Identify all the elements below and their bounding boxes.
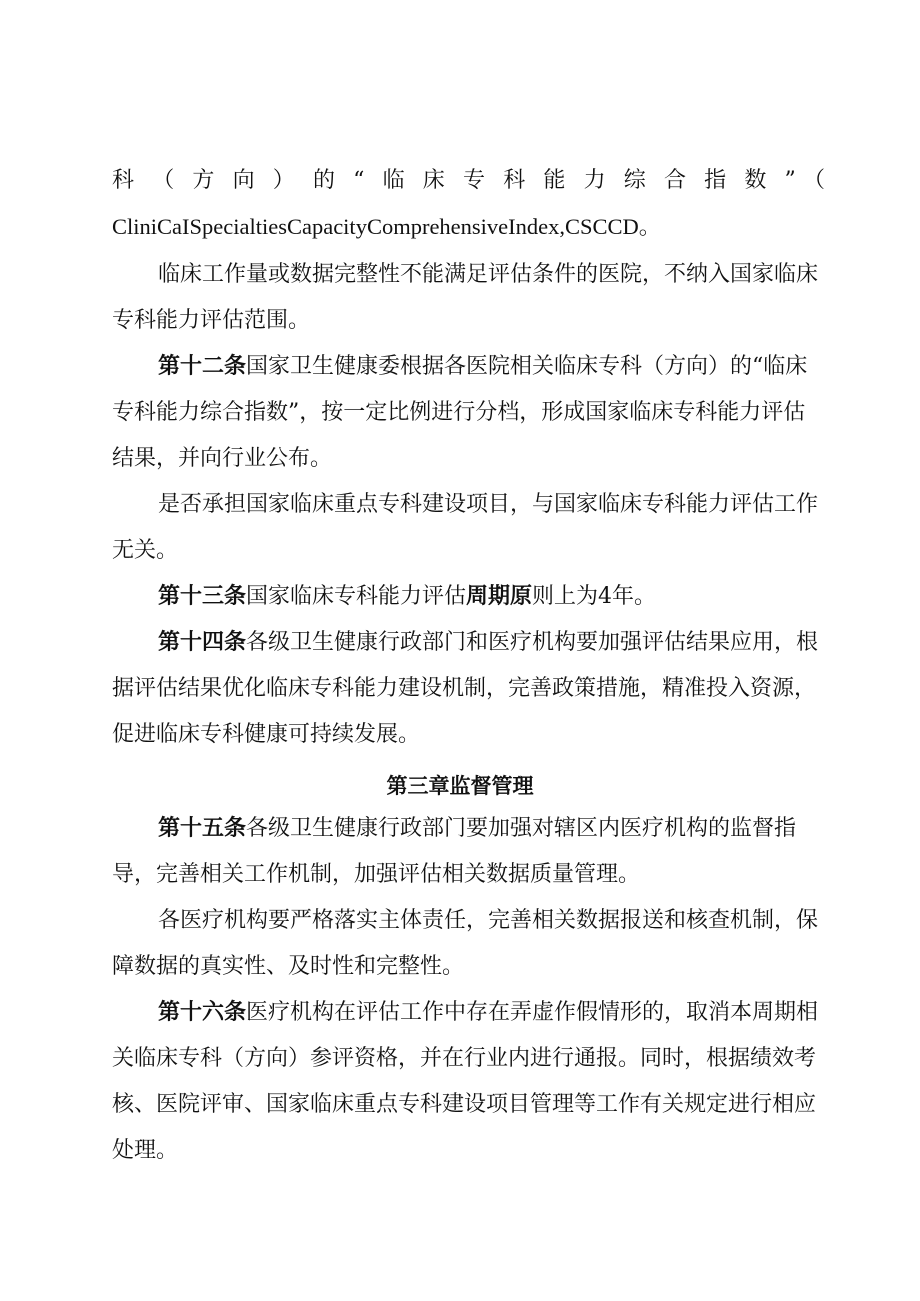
paragraph-key-specialty <box>112 482 825 574</box>
chapter-heading: 第三章监督管理 <box>386 774 534 798</box>
paragraph-continuation-line-1 <box>112 158 825 204</box>
article-14-label: 第十四条 <box>158 630 247 655</box>
article-13 <box>112 574 825 620</box>
article-13-text-b: 则上为4年。 <box>532 584 657 609</box>
article-13-bold-mid: 周期原 <box>466 584 533 609</box>
key-specialty-text: 是否承担国家临床重点专科建设项目，与国家临床专科能力评估工作无关。 <box>112 492 819 563</box>
article-16 <box>112 990 825 1174</box>
article-14 <box>112 620 825 758</box>
paragraph-evaluation-scope <box>112 252 825 344</box>
article-14-text: 各级卫生健康行政部门和医疗机构要加强评估结果应用，根据评估结果优化临床专科能力建设机制，完善政策措施，精准投入资源，促进临床专科健康可持续发展。 <box>112 630 819 747</box>
article-15-text: 各级卫生健康行政部门要加强对辖区内医疗机构的监督指导，完善相关工作机制，加强评估相关数据质量管理。 <box>112 816 797 887</box>
article-13-text-a: 国家临床专科能力评估 <box>246 584 467 609</box>
paragraph-continuation-line-2 <box>112 204 825 251</box>
institution-responsibility-text: 各医疗机构要严格落实主体责任，完善相关数据报送和核查机制，保障数据的真实性、及时性和完整性。 <box>112 908 819 979</box>
article-15-label: 第十五条 <box>158 816 247 841</box>
article-12 <box>112 344 825 482</box>
index-name-text: CliniCaISpecialtiesCapacityComprehensiveIndex,CSCCD。 <box>112 214 662 239</box>
evaluation-scope-text: 临床工作量或数据完整性不能满足评估条件的医院，不纳入国家临床专科能力评估范围。 <box>112 262 819 333</box>
article-12-text: 国家卫生健康委根据各医院相关临床专科（方向）的“临床专科能力综合指数”，按一定比例进行分档，形成国家临床专科能力评估结果，并向行业公布。 <box>112 354 808 471</box>
article-16-text: 医疗机构在评估工作中存在弄虚作假情形的，取消本周期相关临床专科（方向）参评资格，并在行业内进行通报。同时，根据绩效考核、医院评审、国家临床重点专科建设项目管理等工作有关规定进行相应处理。 <box>112 1000 819 1163</box>
article-15 <box>112 806 825 898</box>
continuation-text-1: 科（方向）的“临床专科能力综合指数”（ <box>112 168 825 193</box>
article-13-label: 第十三条 <box>158 584 247 609</box>
paragraph-institution-responsibility <box>112 898 825 990</box>
article-12-label: 第十二条 <box>158 354 247 379</box>
article-16-label: 第十六条 <box>158 1000 247 1025</box>
